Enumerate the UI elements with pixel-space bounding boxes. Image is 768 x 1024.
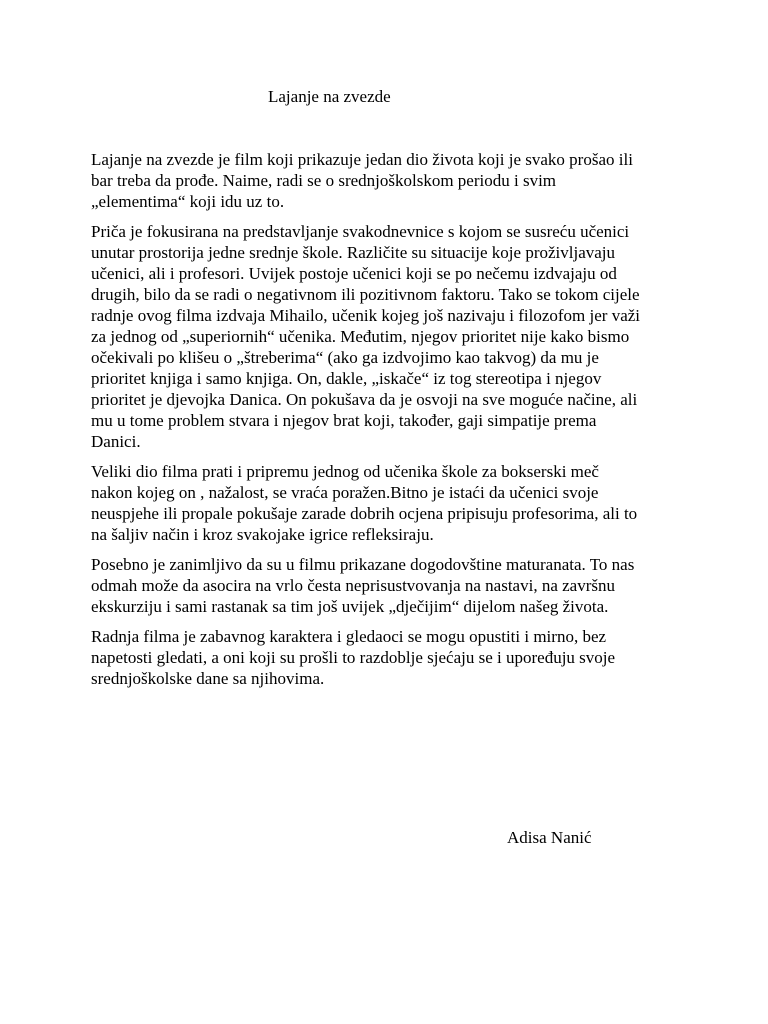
paragraph-5 xyxy=(91,626,691,689)
text-line: nakon kojeg on , nažalost, se vraća poražen.Bitno je istaći da učenici svoje xyxy=(91,483,599,502)
text-line: prioritet knjiga i samo knjiga. On, dakle, „iskače“ iz tog stereotipa i njegov xyxy=(91,369,602,388)
text-line: odmah može da asocira na vrlo česta neprisustvovanja na nastavi, na završnu xyxy=(91,576,615,595)
text-line: na šaljiv način i kroz svakojake igrice refleksiraju. xyxy=(91,525,434,544)
text-line: radnje ovog filma izdvaja Mihailo, učenik kojeg još nazivaju i filozofom jer važi xyxy=(91,306,641,325)
text-line: unutar prostorija jedne srednje škole. Različite su situacije koje proživljavaju xyxy=(91,243,616,262)
text-line: Danici. xyxy=(91,432,141,451)
paragraph-4 xyxy=(91,554,691,617)
text-line: bar treba da prođe. Naime, radi se o srednjoškolskom periodu i svim xyxy=(91,171,557,190)
text-line: Posebno je zanimljivo da su u filmu prikazane dogodovštine maturanata. To nas xyxy=(91,555,635,574)
text-line: učenici, ali i profesori. Uvijek postoje učenici koji se po nečemu izdvajaju od xyxy=(91,264,617,283)
paragraph-3 xyxy=(91,461,691,545)
text-line: prioritet je djevojka Danica. On pokušava da je osvoji na sve moguće načine, ali xyxy=(91,390,638,409)
text-line: ekskurziju i sami rastanak sa tim još uvijek „dječijim“ dijelom našeg života. xyxy=(91,597,609,616)
text-line: napetosti gledati, a oni koji su prošli to razdoblje sjećaju se i upoređuju svoje xyxy=(91,648,616,667)
text-line: za jednog od „superiornih“ učenika. Međutim, njegov prioritet nije kako bismo xyxy=(91,327,630,346)
document-body xyxy=(91,149,691,698)
paragraph-1 xyxy=(91,149,691,212)
text-line: očekivali po klišeu o „štreberima“ (ako ga izdvojimo kao takvog) da mu je xyxy=(91,348,599,367)
text-line: neuspjehe ili propale pokušaje zarade dobrih ocjena pripisuju profesorima, ali to xyxy=(91,504,638,523)
author-signature: Adisa Nanić xyxy=(507,828,592,847)
document-title: Lajanje na zvezde xyxy=(268,87,391,106)
text-line: Radnja filma je zabavnog karaktera i gledaoci se mogu opustiti i mirno, bez xyxy=(91,627,607,646)
text-line: „elementima“ koji idu uz to. xyxy=(91,192,285,211)
paragraph-2 xyxy=(91,221,691,452)
text-line: srednjoškolske dane sa njihovima. xyxy=(91,669,325,688)
text-line: Priča je fokusirana na predstavljanje svakodnevnice s kojom se susreću učenici xyxy=(91,222,630,241)
text-line: mu u tome problem stvara i njegov brat koji, također, gaji simpatije prema xyxy=(91,411,597,430)
text-line: Lajanje na zvezde je film koji prikazuje jedan dio života koji je svako prošao ili xyxy=(91,150,633,169)
text-line: drugih, bilo da se radi o negativnom ili pozitivnom faktoru. Tako se tokom cijele xyxy=(91,285,640,304)
text-line: Veliki dio filma prati i pripremu jednog od učenika škole za bokserski meč xyxy=(91,462,599,481)
